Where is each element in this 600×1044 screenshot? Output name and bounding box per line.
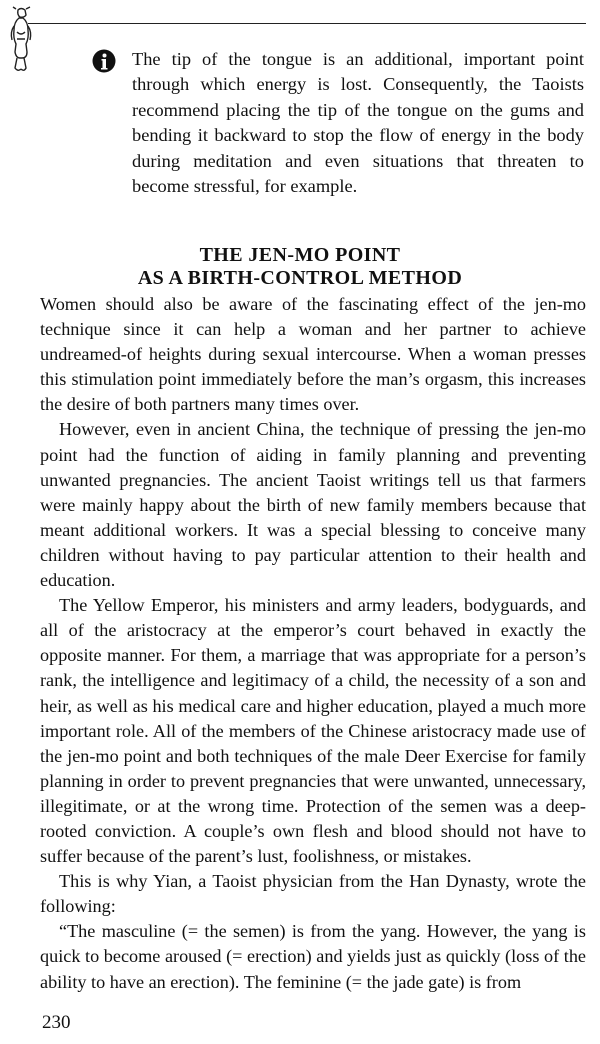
note-text: The tip of the tongue is an additional, important point through which energy is lost. Consequently, the Taoists recommend placing the tip of the tongue on the gums and bending it backward to stop the flow of energy in the body during meditation and even situations that threaten to become stressful, for example. bbox=[132, 49, 584, 197]
paragraph: Women should also be aware of the fascinating effect of the jen-mo technique since it can help a woman and her partner to achieve undreamed-of heights during sexual intercourse. When a woman presses this stimulation point immediately before the man’s orgasm, this increases the desire of both partners many times over. bbox=[40, 294, 586, 415]
info-icon bbox=[92, 49, 116, 73]
paragraph: This is why Yian, a Taoist physician from the Han Dynasty, wrote the following: bbox=[40, 871, 586, 917]
paragraph: The Yellow Emperor, his ministers and army leaders, bodyguards, and all of the aristocracy at the emperor’s court behaved in exactly the opposite manner. For them, a marriage that was appropriate for a person’s rank, the intelligence and legitimacy of a child, the necessity of a son and heir, as well as his medical care and higher education, played a much more important role. All of the members of the Chinese aristocracy made use of the jen-mo point and both techniques of the male Deer Exercise for family planning in order to prevent pregnancies that were unwanted, unnecessary, illegitimate, or at the wrong time. Protection of the semen was a deep-rooted conviction. A couple’s own flesh and blood should not have to suffer because of the parent’s lust, foolishness, or mistakes. bbox=[40, 595, 586, 867]
section-heading-line-1: THE JEN-MO POINT bbox=[199, 244, 401, 266]
paragraph: However, even in ancient China, the technique of pressing the jen-mo point had the function of aiding in family planning and preventing unwanted pregnancies. The ancient Taoist writings tell us that farmers were mainly happy about the birth of new family members because that meant additional workers. It was a special blessing to conceive many children without having to pay particular attention to their health and education. bbox=[40, 419, 586, 591]
info-note bbox=[92, 47, 584, 199]
page-number: 230 bbox=[42, 1012, 71, 1033]
header-rule bbox=[28, 23, 586, 24]
paragraph: “The masculine (= the semen) is from the yang. However, the yang is quick to become aroused (= erection) and yields just as quickly (loss of the ability to have an erection). The feminine (= the jade gate) is from bbox=[40, 921, 586, 992]
section-heading-line-2: AS A BIRTH-CONTROL METHOD bbox=[137, 267, 463, 289]
body-text bbox=[40, 292, 586, 995]
taoist-figure-icon bbox=[4, 6, 38, 74]
